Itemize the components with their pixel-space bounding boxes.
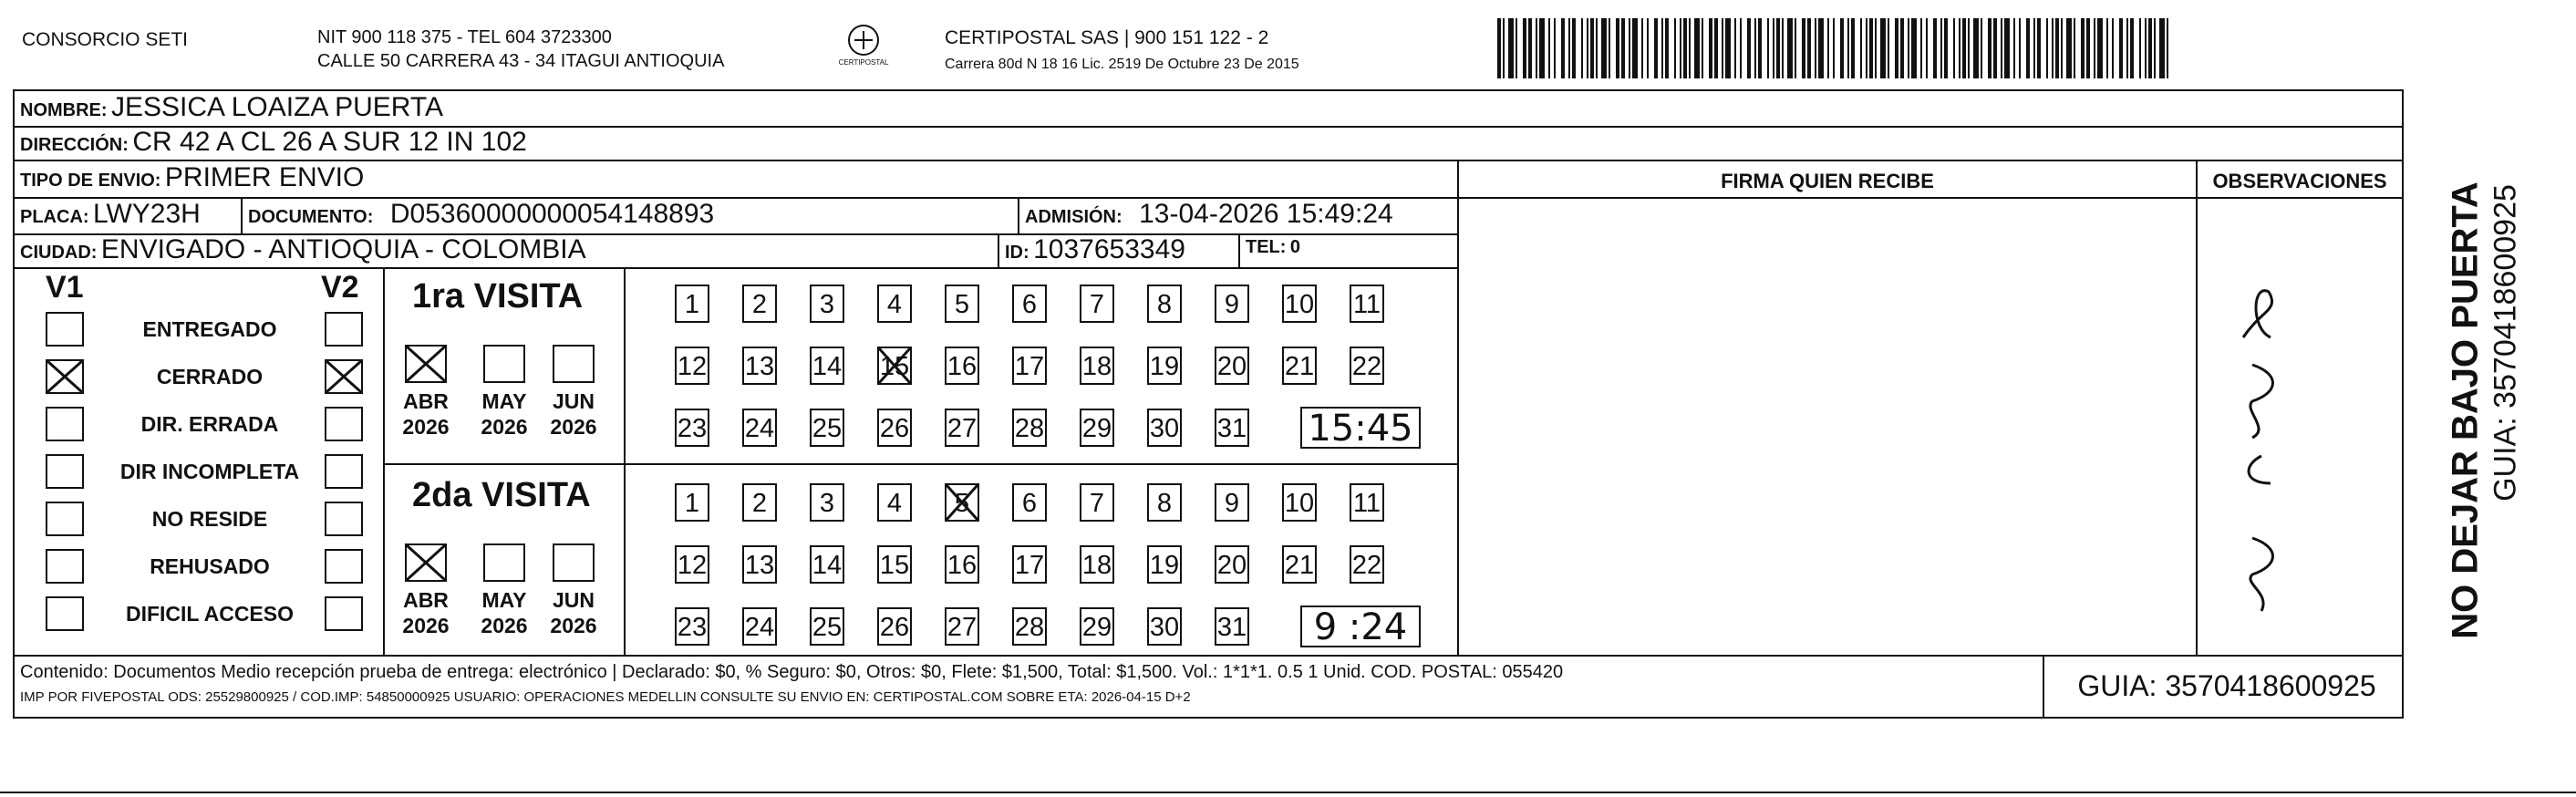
day-cell[interactable]: 3 (810, 285, 844, 323)
day-cell[interactable]: 8 (1147, 483, 1182, 522)
license-line: Carrera 80d N 18 16 Lic. 2519 De Octubre 23 De 2015 (945, 57, 1299, 72)
day-cell[interactable]: 10 (1282, 285, 1317, 323)
v2-checkbox[interactable] (325, 312, 363, 347)
status-label: DIR. ERRADA (140, 412, 279, 436)
frame-right (2402, 89, 2404, 719)
day-cell[interactable]: 8 (1147, 285, 1182, 323)
day-cell[interactable]: 23 (675, 409, 709, 447)
day-cell[interactable]: 29 (1080, 409, 1114, 447)
month-name: ABR (403, 389, 449, 413)
id-divider (998, 233, 999, 267)
status-label: REHUSADO (150, 554, 270, 578)
frame-bottom (13, 717, 2404, 719)
day-check-mark-icon (877, 347, 912, 385)
status-label: CERRADO (156, 365, 264, 388)
day-cell[interactable]: 14 (810, 545, 844, 584)
company-name: CONSORCIO SETI (22, 29, 189, 50)
side-warning: NO DEJAR BAJO PUERTA (2445, 181, 2486, 639)
month-label (394, 388, 458, 440)
status-label: NO RESIDE (151, 507, 268, 531)
day-cell[interactable]: 21 (1282, 347, 1317, 385)
placa-value: LWY23H (93, 199, 201, 229)
v1-label: V1 (46, 270, 84, 305)
month-year: 2026 (402, 415, 450, 439)
placa-divider (241, 197, 243, 233)
v2-label: V2 (321, 270, 359, 305)
day-cell[interactable]: 24 (742, 607, 777, 646)
admision-label: ADMISIÓN: (1025, 207, 1122, 227)
v1-checkbox[interactable] (46, 407, 84, 441)
day-cell[interactable]: 5 (945, 285, 979, 323)
day-cell[interactable]: 2 (742, 483, 777, 522)
footer-imp: IMP POR FIVEPOSTAL ODS: 25529800925 / COD.IMP: 54850000925 USUARIO: OPERACIONES MEDELLIN CONSULTE SU ENVIO EN: CERTIPOSTAL.COM SOBRE ETA: 2026-04-15 D+2 (20, 689, 1191, 705)
day-cell[interactable]: 6 (1012, 483, 1047, 522)
month-name: MAY (481, 389, 527, 413)
day-check-mark-icon (945, 483, 979, 522)
direccion-row (20, 127, 527, 158)
id-row (1005, 234, 1185, 265)
month-year: 2026 (481, 415, 528, 439)
visit-title: 1ra VISITA (412, 277, 584, 316)
day-cell[interactable]: 14 (810, 347, 844, 385)
day-cell[interactable]: 4 (877, 285, 912, 323)
month-year: 2026 (481, 614, 528, 637)
month-checkbox[interactable] (553, 345, 595, 383)
guia-box: GUIA: 3570418600925 (2077, 669, 2376, 702)
visit-title: 2da VISITA (412, 476, 591, 514)
observaciones-divider (2196, 160, 2198, 657)
admision-divider (1018, 197, 1019, 233)
day-cell[interactable]: 25 (810, 409, 844, 447)
time-box[interactable]: 9 :24 (1300, 606, 1421, 647)
day-cell[interactable]: 31 (1215, 607, 1249, 646)
day-cell[interactable]: 13 (742, 545, 777, 584)
month-name: MAY (481, 588, 527, 612)
id-label: ID: (1005, 243, 1029, 263)
day-cell[interactable]: 18 (1080, 347, 1114, 385)
guia-box-divider (2043, 655, 2044, 719)
address-line: CALLE 50 CARRERA 43 - 34 ITAGUI ANTIOQUIA (317, 51, 725, 71)
placa-row (20, 199, 201, 230)
v2-check-mark-icon (325, 359, 363, 394)
day-cell[interactable]: 27 (945, 607, 979, 646)
month-check-mark-icon (405, 345, 447, 383)
v1-checkbox[interactable] (46, 596, 84, 631)
frame-left (13, 89, 15, 719)
status-label: ENTREGADO (142, 317, 277, 341)
month-label (472, 587, 536, 638)
v2-checkbox[interactable] (325, 596, 363, 631)
nombre-value: JESSICA LOAIZA PUERTA (111, 92, 444, 122)
month-name: JUN (552, 588, 595, 612)
day-cell[interactable]: 24 (742, 409, 777, 447)
month-year: 2026 (402, 614, 450, 637)
calendar-divider (624, 267, 626, 655)
day-cell[interactable]: 10 (1282, 483, 1317, 522)
month-label (542, 388, 605, 440)
month-checkbox[interactable] (405, 345, 447, 383)
day-cell[interactable]: 27 (945, 409, 979, 447)
day-cell[interactable]: 16 (945, 347, 979, 385)
month-checkbox[interactable] (483, 543, 525, 582)
day-cell[interactable]: 29 (1080, 607, 1114, 646)
day-cell[interactable]: 21 (1282, 545, 1317, 584)
certipostal-line: CERTIPOSTAL SAS | 900 151 122 - 2 (945, 27, 1269, 48)
frame-top (13, 89, 2404, 91)
month-check-mark-icon (405, 543, 447, 582)
day-cell[interactable]: 31 (1215, 409, 1249, 447)
v2-checkbox[interactable] (325, 359, 363, 394)
day-cell[interactable]: 4 (877, 483, 912, 522)
day-cell[interactable]: 15 (877, 347, 912, 385)
day-cell[interactable]: 7 (1080, 483, 1114, 522)
day-cell[interactable]: 3 (810, 483, 844, 522)
documento-row (248, 199, 714, 230)
month-name: ABR (403, 588, 449, 612)
signature-scribble (2225, 274, 2298, 620)
day-cell[interactable]: 11 (1350, 285, 1384, 323)
tipo-label: TIPO DE ENVIO: (20, 171, 161, 191)
day-cell[interactable]: 28 (1012, 607, 1047, 646)
nombre-label: NOMBRE: (20, 100, 108, 120)
placa-label: PLACA: (20, 207, 89, 227)
row-line-2 (13, 160, 2404, 161)
status-label: DIR INCOMPLETA (119, 460, 300, 483)
month-checkbox[interactable] (483, 345, 525, 383)
observaciones-header: OBSERVACIONES (2212, 170, 2387, 192)
barcode-bar (2168, 18, 2174, 78)
logo-icon (832, 22, 895, 77)
day-cell[interactable]: 22 (1350, 545, 1384, 584)
day-cell[interactable]: 17 (1012, 545, 1047, 584)
visit-split-line (383, 463, 1459, 465)
admision-value: 13-04-2026 15:49:24 (1139, 199, 1393, 229)
nit-line: NIT 900 118 375 - TEL 604 3723300 (317, 27, 612, 47)
month-checkbox[interactable] (405, 543, 447, 582)
ciudad-row (20, 234, 586, 265)
month-label (394, 587, 458, 638)
month-name: JUN (552, 389, 595, 413)
day-cell[interactable]: 12 (675, 347, 709, 385)
day-cell[interactable]: 26 (877, 409, 912, 447)
day-cell[interactable]: 11 (1350, 483, 1384, 522)
month-year: 2026 (550, 614, 597, 637)
row-line-6 (13, 655, 2404, 657)
day-cell[interactable]: 23 (675, 607, 709, 646)
v2-checkbox[interactable] (325, 502, 363, 536)
day-cell[interactable]: 7 (1080, 285, 1114, 323)
barcode (1497, 18, 2179, 78)
tel-value: 0 (1289, 237, 1301, 257)
day-cell[interactable]: 25 (810, 607, 844, 646)
day-cell[interactable]: 20 (1215, 347, 1249, 385)
tel-row (1246, 237, 1300, 258)
day-cell[interactable]: 30 (1147, 409, 1182, 447)
tipo-row (20, 162, 364, 193)
day-cell[interactable]: 26 (877, 607, 912, 646)
day-cell[interactable]: 16 (945, 545, 979, 584)
v1-checkbox[interactable] (46, 312, 84, 347)
day-cell[interactable]: 2 (742, 285, 777, 323)
month-year: 2026 (550, 415, 597, 439)
firma-header: FIRMA QUIEN RECIBE (1721, 170, 1934, 192)
row-line-5 (13, 267, 1459, 269)
tipo-value: PRIMER ENVIO (164, 162, 365, 192)
v2-checkbox[interactable] (325, 549, 363, 584)
day-cell[interactable]: 17 (1012, 347, 1047, 385)
v1-check-mark-icon (46, 359, 84, 394)
day-cell[interactable]: 28 (1012, 409, 1047, 447)
month-checkbox[interactable] (553, 543, 595, 582)
nombre-row (20, 92, 443, 123)
v1-checkbox[interactable] (46, 454, 84, 489)
admision-row (1025, 199, 1393, 230)
firma-divider (1457, 160, 1459, 657)
month-label (472, 388, 536, 440)
tel-label: TEL: (1246, 237, 1287, 257)
direccion-label: DIRECCIÓN: (20, 135, 129, 155)
day-cell[interactable]: 15 (877, 545, 912, 584)
certipostal-logo (832, 22, 895, 77)
documento-label: DOCUMENTO: (248, 207, 374, 227)
logo-text: CERTIPOSTAL (838, 58, 889, 67)
day-cell[interactable]: 19 (1147, 347, 1182, 385)
documento-value: D05360000000054148893 (389, 199, 715, 229)
ciudad-value: ENVIGADO - ANTIOQUIA - COLOMBIA (100, 234, 586, 264)
day-cell[interactable]: 22 (1350, 347, 1384, 385)
time-box[interactable]: 15:45 (1300, 407, 1421, 449)
status-label: DIFICIL ACCESO (125, 602, 294, 626)
tel-divider (1238, 233, 1240, 267)
ciudad-label: CIUDAD: (20, 243, 98, 263)
id-value: 1037653349 (1033, 234, 1185, 264)
v2-checkbox[interactable] (325, 407, 363, 441)
v1-checkbox[interactable] (46, 549, 84, 584)
day-cell[interactable]: 30 (1147, 607, 1182, 646)
v2-checkbox[interactable] (325, 454, 363, 489)
day-cell[interactable]: 18 (1080, 545, 1114, 584)
month-label (542, 587, 605, 638)
day-cell[interactable]: 1 (675, 285, 709, 323)
day-cell[interactable]: 19 (1147, 545, 1182, 584)
direccion-value: CR 42 A CL 26 A SUR 12 IN 102 (132, 127, 527, 157)
footer-contenido: Contenido: Documentos Medio recepción prueba de entrega: electrónico | Declarado: $0, % Seguro: $0, Otros: $0, Flete: $1,500, Total: $1,500. Vol.: 1*1*1. 0.5 1 Unid. COD. POSTAL: 055420 (20, 662, 1564, 682)
day-cell[interactable]: 20 (1215, 545, 1249, 584)
day-cell[interactable]: 5 (945, 483, 979, 522)
day-cell[interactable]: 9 (1215, 483, 1249, 522)
visit-column-divider (383, 267, 385, 655)
page-bottom-rule (0, 792, 2576, 793)
day-cell[interactable]: 12 (675, 545, 709, 584)
day-cell[interactable]: 13 (742, 347, 777, 385)
day-cell[interactable]: 1 (675, 483, 709, 522)
v1-checkbox[interactable] (46, 359, 84, 394)
side-guia: GUIA: 3570418600925 (2488, 184, 2523, 502)
day-cell[interactable]: 9 (1215, 285, 1249, 323)
day-cell[interactable]: 6 (1012, 285, 1047, 323)
v1-checkbox[interactable] (46, 502, 84, 536)
